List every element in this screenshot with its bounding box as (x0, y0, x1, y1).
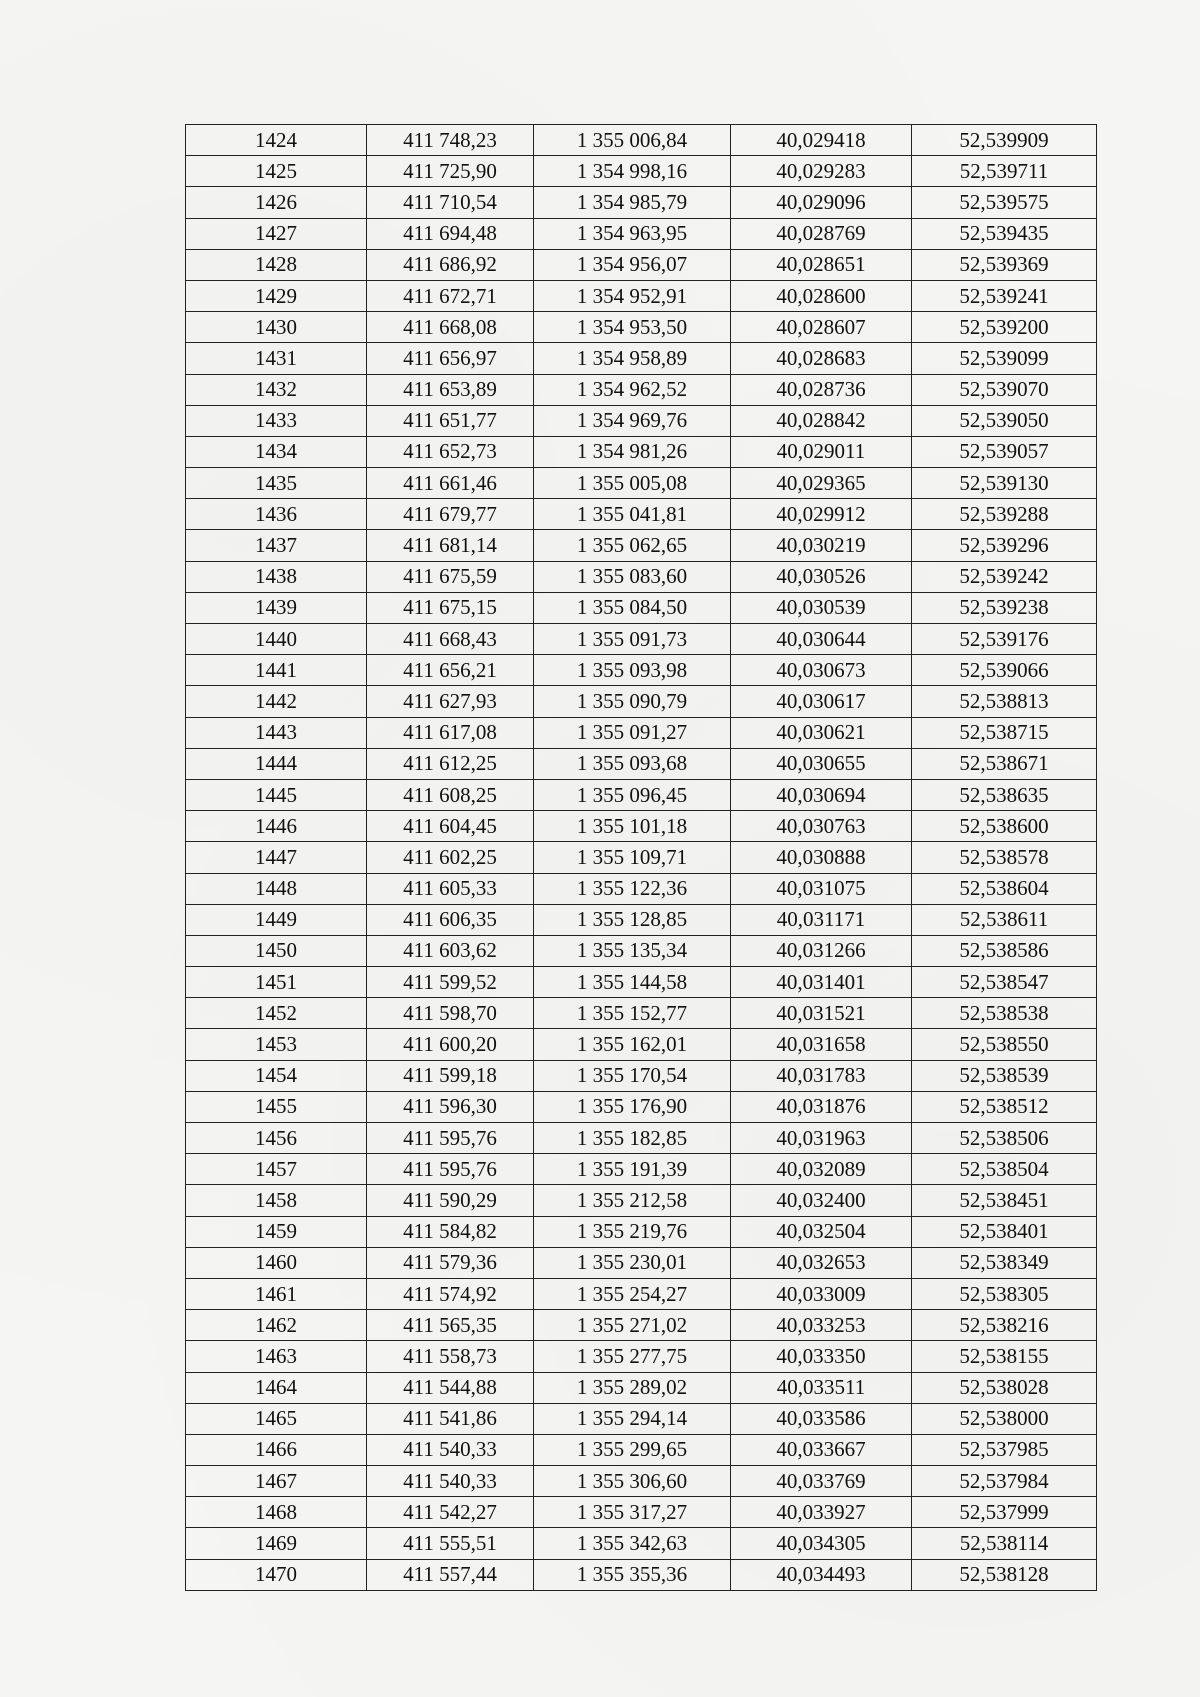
latitude-cell: 52,538671 (912, 748, 1097, 779)
longitude-cell: 40,032653 (731, 1247, 912, 1278)
x-coordinate-cell: 411 612,25 (367, 748, 534, 779)
x-coordinate-cell: 411 653,89 (367, 374, 534, 405)
table-row (186, 436, 1097, 467)
point-number-cell: 1447 (186, 842, 367, 873)
x-coordinate-cell: 411 574,92 (367, 1278, 534, 1309)
x-coordinate-cell: 411 675,59 (367, 561, 534, 592)
x-coordinate-cell: 411 608,25 (367, 779, 534, 810)
longitude-cell: 40,030617 (731, 686, 912, 717)
x-coordinate-cell: 411 542,27 (367, 1497, 534, 1528)
point-number-cell: 1468 (186, 1497, 367, 1528)
point-number-cell: 1470 (186, 1559, 367, 1590)
latitude-cell: 52,538538 (912, 998, 1097, 1029)
point-number-cell: 1425 (186, 156, 367, 187)
y-coordinate-cell: 1 354 985,79 (534, 187, 731, 218)
latitude-cell: 52,539050 (912, 405, 1097, 436)
point-number-cell: 1432 (186, 374, 367, 405)
x-coordinate-cell: 411 540,33 (367, 1434, 534, 1465)
longitude-cell: 40,033769 (731, 1466, 912, 1497)
table-row (186, 1434, 1097, 1465)
x-coordinate-cell: 411 725,90 (367, 156, 534, 187)
y-coordinate-cell: 1 354 998,16 (534, 156, 731, 187)
table-row (186, 1091, 1097, 1122)
x-coordinate-cell: 411 656,97 (367, 343, 534, 374)
point-number-cell: 1441 (186, 655, 367, 686)
latitude-cell: 52,539070 (912, 374, 1097, 405)
longitude-cell: 40,030888 (731, 842, 912, 873)
y-coordinate-cell: 1 355 091,73 (534, 624, 731, 655)
x-coordinate-cell: 411 605,33 (367, 873, 534, 904)
y-coordinate-cell: 1 355 277,75 (534, 1341, 731, 1372)
table-row (186, 1185, 1097, 1216)
y-coordinate-cell: 1 355 093,98 (534, 655, 731, 686)
latitude-cell: 52,538604 (912, 873, 1097, 904)
x-coordinate-cell: 411 565,35 (367, 1310, 534, 1341)
table-row (186, 1559, 1097, 1590)
y-coordinate-cell: 1 355 109,71 (534, 842, 731, 873)
point-number-cell: 1469 (186, 1528, 367, 1559)
latitude-cell: 52,539130 (912, 468, 1097, 499)
x-coordinate-cell: 411 557,44 (367, 1559, 534, 1590)
y-coordinate-cell: 1 354 952,91 (534, 280, 731, 311)
table-row (186, 1278, 1097, 1309)
table-row (186, 592, 1097, 623)
point-number-cell: 1434 (186, 436, 367, 467)
latitude-cell: 52,538155 (912, 1341, 1097, 1372)
x-coordinate-cell: 411 603,62 (367, 935, 534, 966)
longitude-cell: 40,033253 (731, 1310, 912, 1341)
longitude-cell: 40,030644 (731, 624, 912, 655)
x-coordinate-cell: 411 652,73 (367, 436, 534, 467)
point-number-cell: 1454 (186, 1060, 367, 1091)
table-row (186, 1247, 1097, 1278)
longitude-cell: 40,028842 (731, 405, 912, 436)
x-coordinate-cell: 411 599,52 (367, 967, 534, 998)
longitude-cell: 40,033667 (731, 1434, 912, 1465)
latitude-cell: 52,538550 (912, 1029, 1097, 1060)
point-number-cell: 1426 (186, 187, 367, 218)
table-row (186, 1403, 1097, 1434)
latitude-cell: 52,539200 (912, 312, 1097, 343)
table-row (186, 1497, 1097, 1528)
latitude-cell: 52,538451 (912, 1185, 1097, 1216)
point-number-cell: 1437 (186, 530, 367, 561)
latitude-cell: 52,538504 (912, 1154, 1097, 1185)
y-coordinate-cell: 1 355 170,54 (534, 1060, 731, 1091)
longitude-cell: 40,030694 (731, 779, 912, 810)
longitude-cell: 40,031171 (731, 904, 912, 935)
point-number-cell: 1458 (186, 1185, 367, 1216)
y-coordinate-cell: 1 354 958,89 (534, 343, 731, 374)
table-row (186, 561, 1097, 592)
x-coordinate-cell: 411 541,86 (367, 1403, 534, 1434)
y-coordinate-cell: 1 355 152,77 (534, 998, 731, 1029)
latitude-cell: 52,539099 (912, 343, 1097, 374)
longitude-cell: 40,033927 (731, 1497, 912, 1528)
table-row (186, 1029, 1097, 1060)
table-row (186, 249, 1097, 280)
y-coordinate-cell: 1 355 084,50 (534, 592, 731, 623)
longitude-cell: 40,031521 (731, 998, 912, 1029)
longitude-cell: 40,031783 (731, 1060, 912, 1091)
point-number-cell: 1460 (186, 1247, 367, 1278)
y-coordinate-cell: 1 355 091,27 (534, 717, 731, 748)
y-coordinate-cell: 1 355 182,85 (534, 1123, 731, 1154)
point-number-cell: 1457 (186, 1154, 367, 1185)
table-row (186, 343, 1097, 374)
table-row (186, 280, 1097, 311)
x-coordinate-cell: 411 694,48 (367, 218, 534, 249)
point-number-cell: 1451 (186, 967, 367, 998)
y-coordinate-cell: 1 355 299,65 (534, 1434, 731, 1465)
table-row (186, 1372, 1097, 1403)
longitude-cell: 40,028683 (731, 343, 912, 374)
y-coordinate-cell: 1 355 162,01 (534, 1029, 731, 1060)
coordinates-table-body (186, 125, 1097, 1591)
table-row (186, 811, 1097, 842)
x-coordinate-cell: 411 668,43 (367, 624, 534, 655)
x-coordinate-cell: 411 598,70 (367, 998, 534, 1029)
x-coordinate-cell: 411 600,20 (367, 1029, 534, 1060)
longitude-cell: 40,031401 (731, 967, 912, 998)
table-row (186, 1341, 1097, 1372)
latitude-cell: 52,538539 (912, 1060, 1097, 1091)
x-coordinate-cell: 411 651,77 (367, 405, 534, 436)
point-number-cell: 1464 (186, 1372, 367, 1403)
longitude-cell: 40,031658 (731, 1029, 912, 1060)
y-coordinate-cell: 1 355 122,36 (534, 873, 731, 904)
longitude-cell: 40,028607 (731, 312, 912, 343)
latitude-cell: 52,538512 (912, 1091, 1097, 1122)
point-number-cell: 1438 (186, 561, 367, 592)
x-coordinate-cell: 411 681,14 (367, 530, 534, 561)
y-coordinate-cell: 1 355 219,76 (534, 1216, 731, 1247)
point-number-cell: 1453 (186, 1029, 367, 1060)
latitude-cell: 52,538547 (912, 967, 1097, 998)
y-coordinate-cell: 1 354 953,50 (534, 312, 731, 343)
longitude-cell: 40,033009 (731, 1278, 912, 1309)
table-row (186, 873, 1097, 904)
y-coordinate-cell: 1 355 342,63 (534, 1528, 731, 1559)
longitude-cell: 40,031963 (731, 1123, 912, 1154)
y-coordinate-cell: 1 355 135,34 (534, 935, 731, 966)
point-number-cell: 1461 (186, 1278, 367, 1309)
longitude-cell: 40,030763 (731, 811, 912, 842)
x-coordinate-cell: 411 579,36 (367, 1247, 534, 1278)
x-coordinate-cell: 411 617,08 (367, 717, 534, 748)
x-coordinate-cell: 411 540,33 (367, 1466, 534, 1497)
y-coordinate-cell: 1 354 956,07 (534, 249, 731, 280)
y-coordinate-cell: 1 354 969,76 (534, 405, 731, 436)
y-coordinate-cell: 1 355 294,14 (534, 1403, 731, 1434)
table-row (186, 655, 1097, 686)
longitude-cell: 40,031266 (731, 935, 912, 966)
longitude-cell: 40,034493 (731, 1559, 912, 1590)
table-row (186, 967, 1097, 998)
longitude-cell: 40,029011 (731, 436, 912, 467)
x-coordinate-cell: 411 555,51 (367, 1528, 534, 1559)
longitude-cell: 40,031075 (731, 873, 912, 904)
longitude-cell: 40,032089 (731, 1154, 912, 1185)
point-number-cell: 1465 (186, 1403, 367, 1434)
table-row (186, 1310, 1097, 1341)
y-coordinate-cell: 1 355 101,18 (534, 811, 731, 842)
y-coordinate-cell: 1 355 230,01 (534, 1247, 731, 1278)
point-number-cell: 1431 (186, 343, 367, 374)
x-coordinate-cell: 411 584,82 (367, 1216, 534, 1247)
latitude-cell: 52,538028 (912, 1372, 1097, 1403)
x-coordinate-cell: 411 627,93 (367, 686, 534, 717)
y-coordinate-cell: 1 355 191,39 (534, 1154, 731, 1185)
latitude-cell: 52,538506 (912, 1123, 1097, 1154)
point-number-cell: 1427 (186, 218, 367, 249)
y-coordinate-cell: 1 355 096,45 (534, 779, 731, 810)
longitude-cell: 40,032504 (731, 1216, 912, 1247)
table-row (186, 842, 1097, 873)
y-coordinate-cell: 1 355 090,79 (534, 686, 731, 717)
table-row (186, 187, 1097, 218)
x-coordinate-cell: 411 558,73 (367, 1341, 534, 1372)
point-number-cell: 1448 (186, 873, 367, 904)
latitude-cell: 52,538216 (912, 1310, 1097, 1341)
latitude-cell: 52,538600 (912, 811, 1097, 842)
x-coordinate-cell: 411 595,76 (367, 1123, 534, 1154)
longitude-cell: 40,032400 (731, 1185, 912, 1216)
table-row (186, 1528, 1097, 1559)
longitude-cell: 40,029365 (731, 468, 912, 499)
point-number-cell: 1429 (186, 280, 367, 311)
point-number-cell: 1450 (186, 935, 367, 966)
y-coordinate-cell: 1 355 306,60 (534, 1466, 731, 1497)
latitude-cell: 52,538401 (912, 1216, 1097, 1247)
point-number-cell: 1436 (186, 499, 367, 530)
latitude-cell: 52,539242 (912, 561, 1097, 592)
x-coordinate-cell: 411 748,23 (367, 125, 534, 156)
point-number-cell: 1424 (186, 125, 367, 156)
x-coordinate-cell: 411 686,92 (367, 249, 534, 280)
longitude-cell: 40,031876 (731, 1091, 912, 1122)
point-number-cell: 1442 (186, 686, 367, 717)
latitude-cell: 52,537999 (912, 1497, 1097, 1528)
y-coordinate-cell: 1 355 317,27 (534, 1497, 731, 1528)
table-row (186, 405, 1097, 436)
latitude-cell: 52,538611 (912, 904, 1097, 935)
table-row (186, 624, 1097, 655)
latitude-cell: 52,538114 (912, 1528, 1097, 1559)
point-number-cell: 1445 (186, 779, 367, 810)
latitude-cell: 52,539241 (912, 280, 1097, 311)
longitude-cell: 40,028769 (731, 218, 912, 249)
latitude-cell: 52,537985 (912, 1434, 1097, 1465)
y-coordinate-cell: 1 355 005,08 (534, 468, 731, 499)
latitude-cell: 52,539711 (912, 156, 1097, 187)
y-coordinate-cell: 1 355 144,58 (534, 967, 731, 998)
point-number-cell: 1466 (186, 1434, 367, 1465)
table-row (186, 499, 1097, 530)
y-coordinate-cell: 1 355 254,27 (534, 1278, 731, 1309)
longitude-cell: 40,030219 (731, 530, 912, 561)
latitude-cell: 52,538000 (912, 1403, 1097, 1434)
latitude-cell: 52,539238 (912, 592, 1097, 623)
longitude-cell: 40,030673 (731, 655, 912, 686)
y-coordinate-cell: 1 355 128,85 (534, 904, 731, 935)
point-number-cell: 1439 (186, 592, 367, 623)
y-coordinate-cell: 1 355 271,02 (534, 1310, 731, 1341)
table-row (186, 1216, 1097, 1247)
latitude-cell: 52,539435 (912, 218, 1097, 249)
latitude-cell: 52,539066 (912, 655, 1097, 686)
latitude-cell: 52,539057 (912, 436, 1097, 467)
longitude-cell: 40,033586 (731, 1403, 912, 1434)
table-row (186, 1466, 1097, 1497)
table-row (186, 998, 1097, 1029)
point-number-cell: 1446 (186, 811, 367, 842)
y-coordinate-cell: 1 355 355,36 (534, 1559, 731, 1590)
longitude-cell: 40,030526 (731, 561, 912, 592)
table-row (186, 530, 1097, 561)
longitude-cell: 40,028736 (731, 374, 912, 405)
point-number-cell: 1428 (186, 249, 367, 280)
point-number-cell: 1452 (186, 998, 367, 1029)
longitude-cell: 40,028600 (731, 280, 912, 311)
table-row (186, 904, 1097, 935)
longitude-cell: 40,029912 (731, 499, 912, 530)
table-row (186, 468, 1097, 499)
latitude-cell: 52,539176 (912, 624, 1097, 655)
x-coordinate-cell: 411 710,54 (367, 187, 534, 218)
table-row (186, 312, 1097, 343)
latitude-cell: 52,538635 (912, 779, 1097, 810)
latitude-cell: 52,538349 (912, 1247, 1097, 1278)
longitude-cell: 40,028651 (731, 249, 912, 280)
table-row (186, 125, 1097, 156)
latitude-cell: 52,538128 (912, 1559, 1097, 1590)
point-number-cell: 1443 (186, 717, 367, 748)
point-number-cell: 1459 (186, 1216, 367, 1247)
y-coordinate-cell: 1 355 062,65 (534, 530, 731, 561)
x-coordinate-cell: 411 599,18 (367, 1060, 534, 1091)
x-coordinate-cell: 411 596,30 (367, 1091, 534, 1122)
table-row (186, 1123, 1097, 1154)
x-coordinate-cell: 411 590,29 (367, 1185, 534, 1216)
table-row (186, 218, 1097, 249)
x-coordinate-cell: 411 679,77 (367, 499, 534, 530)
y-coordinate-cell: 1 354 962,52 (534, 374, 731, 405)
longitude-cell: 40,029283 (731, 156, 912, 187)
y-coordinate-cell: 1 354 981,26 (534, 436, 731, 467)
x-coordinate-cell: 411 606,35 (367, 904, 534, 935)
latitude-cell: 52,538586 (912, 935, 1097, 966)
x-coordinate-cell: 411 675,15 (367, 592, 534, 623)
table-row (186, 156, 1097, 187)
point-number-cell: 1433 (186, 405, 367, 436)
point-number-cell: 1463 (186, 1341, 367, 1372)
y-coordinate-cell: 1 355 093,68 (534, 748, 731, 779)
coordinates-table (185, 124, 1097, 1591)
x-coordinate-cell: 411 544,88 (367, 1372, 534, 1403)
x-coordinate-cell: 411 595,76 (367, 1154, 534, 1185)
y-coordinate-cell: 1 355 212,58 (534, 1185, 731, 1216)
table-row (186, 686, 1097, 717)
table-row (186, 717, 1097, 748)
latitude-cell: 52,539909 (912, 125, 1097, 156)
longitude-cell: 40,033350 (731, 1341, 912, 1372)
latitude-cell: 52,538813 (912, 686, 1097, 717)
longitude-cell: 40,029096 (731, 187, 912, 218)
x-coordinate-cell: 411 661,46 (367, 468, 534, 499)
latitude-cell: 52,539369 (912, 249, 1097, 280)
y-coordinate-cell: 1 355 006,84 (534, 125, 731, 156)
point-number-cell: 1440 (186, 624, 367, 655)
longitude-cell: 40,029418 (731, 125, 912, 156)
y-coordinate-cell: 1 354 963,95 (534, 218, 731, 249)
point-number-cell: 1455 (186, 1091, 367, 1122)
x-coordinate-cell: 411 672,71 (367, 280, 534, 311)
y-coordinate-cell: 1 355 176,90 (534, 1091, 731, 1122)
longitude-cell: 40,030655 (731, 748, 912, 779)
point-number-cell: 1449 (186, 904, 367, 935)
x-coordinate-cell: 411 602,25 (367, 842, 534, 873)
table-row (186, 935, 1097, 966)
table-row (186, 1060, 1097, 1091)
point-number-cell: 1462 (186, 1310, 367, 1341)
latitude-cell: 52,537984 (912, 1466, 1097, 1497)
point-number-cell: 1444 (186, 748, 367, 779)
point-number-cell: 1467 (186, 1466, 367, 1497)
table-row (186, 779, 1097, 810)
latitude-cell: 52,538305 (912, 1278, 1097, 1309)
longitude-cell: 40,030621 (731, 717, 912, 748)
y-coordinate-cell: 1 355 289,02 (534, 1372, 731, 1403)
latitude-cell: 52,538578 (912, 842, 1097, 873)
x-coordinate-cell: 411 604,45 (367, 811, 534, 842)
table-row (186, 748, 1097, 779)
table-row (186, 374, 1097, 405)
point-number-cell: 1430 (186, 312, 367, 343)
latitude-cell: 52,539575 (912, 187, 1097, 218)
point-number-cell: 1435 (186, 468, 367, 499)
x-coordinate-cell: 411 668,08 (367, 312, 534, 343)
longitude-cell: 40,030539 (731, 592, 912, 623)
latitude-cell: 52,539288 (912, 499, 1097, 530)
point-number-cell: 1456 (186, 1123, 367, 1154)
y-coordinate-cell: 1 355 083,60 (534, 561, 731, 592)
longitude-cell: 40,034305 (731, 1528, 912, 1559)
y-coordinate-cell: 1 355 041,81 (534, 499, 731, 530)
longitude-cell: 40,033511 (731, 1372, 912, 1403)
table-row (186, 1154, 1097, 1185)
x-coordinate-cell: 411 656,21 (367, 655, 534, 686)
latitude-cell: 52,538715 (912, 717, 1097, 748)
latitude-cell: 52,539296 (912, 530, 1097, 561)
